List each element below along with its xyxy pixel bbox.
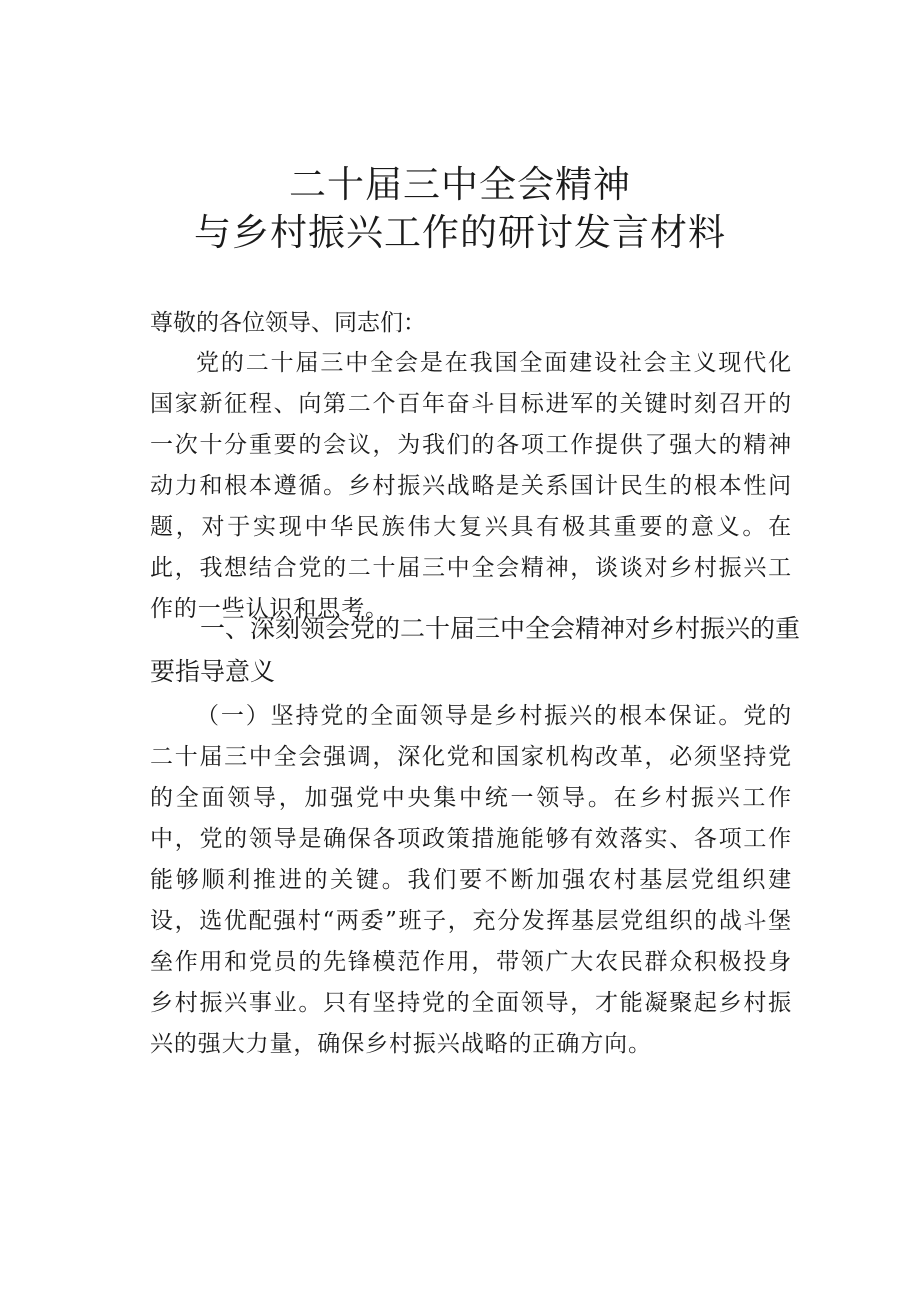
salutation: 尊敬的各位领导、同志们：	[150, 310, 426, 336]
document-title-line-2: 与乡村振兴工作的研讨发言材料	[194, 211, 726, 254]
subsection-paragraph-1: （一）坚持党的全面领导是乡村振兴的根本保证。党的二十届三中全会强调，深化党和国家机构改革，必须坚持党的全面领导，加强党中央集中统一领导。在乡村振兴工作中，党的领导是确保各项政策措施能够有效落实、各项工作能够顺利推进的关键。我们要不断加强农村基层党组织建设，选优配强村“两委”班子，充分发挥基层党组织的战斗堡垒作用和党员的先锋模范作用，带领广大农民群众积极投身乡村振兴事业。只有坚持党的全面领导，才能凝聚起乡村振兴的强大力量，确保乡村振兴战略的正确方向。	[150, 703, 792, 1057]
section-heading-1: 一、深刻领会党的二十届三中全会精神对乡村振兴的重要指导意义	[150, 614, 801, 686]
document-title-line-1: 二十届三中全会精神	[289, 163, 631, 206]
intro-paragraph: 党的二十届三中全会是在我国全面建设社会主义现代化国家新征程、向第二个百年奋斗目标进军的关键时刻召开的一次十分重要的会议，为我们的各项工作提供了强大的精神动力和根本遵循。乡村振兴战略是关系国计民生的根本性问题，对于实现中华民族伟大复兴具有极其重要的意义。在此，我想结合党的二十届三中全会精神，谈谈对乡村振兴工作的一些认识和思考。	[150, 350, 792, 622]
